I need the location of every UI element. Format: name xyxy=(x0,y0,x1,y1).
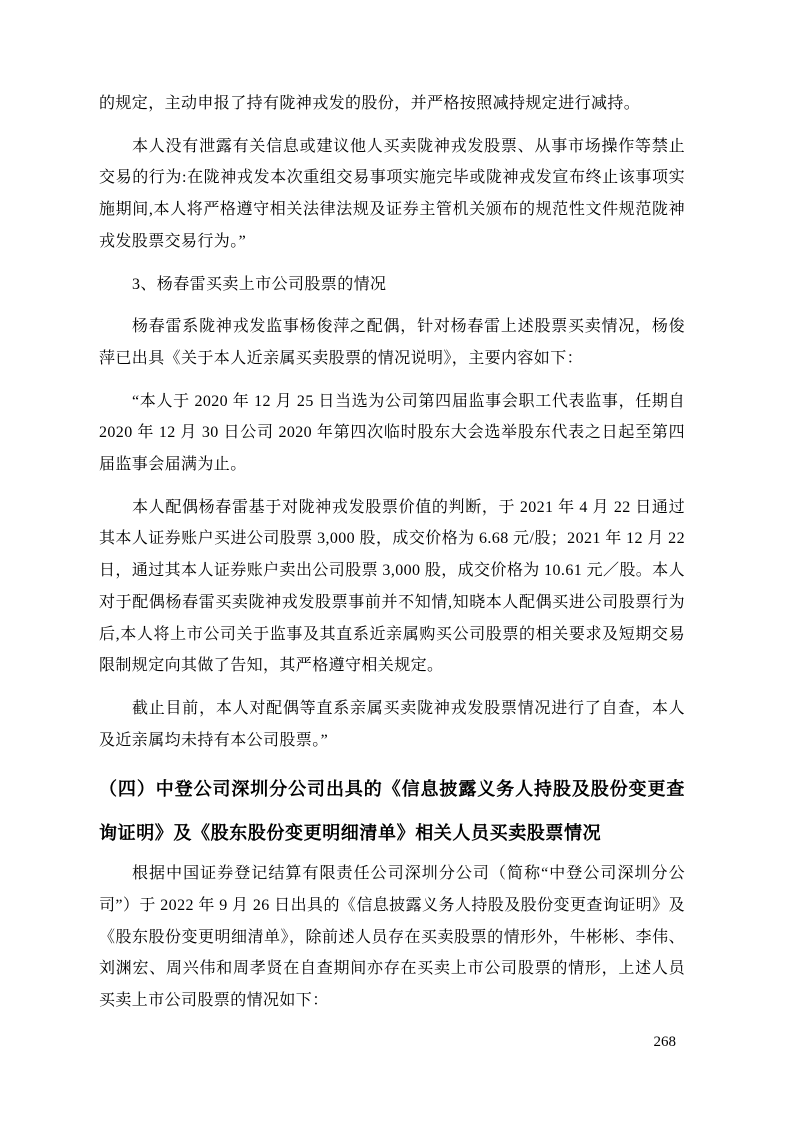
paragraph-no-leak-statement: 本人没有泄露有关信息或建议他人买卖陇神戎发股票、从事市场操作等禁止交易的行为:在陇神戎发本次重组交易事项实施完毕或陇神戎发宣布终止该事项实施期间,本人将严格遵守相关法律法规及证券主管机关颁布的规范性文件规范陇神戎发股票交易行为。” xyxy=(99,137,685,250)
numbered-subheading: 3、杨春雷买卖上市公司股票的情况 xyxy=(132,275,387,293)
paragraph-continuation: 的规定，主动申报了持有陇神戎发的股份，并严格按照减持规定进行减持。 xyxy=(99,95,641,112)
paragraph-spouse-intro: 杨春雷系陇神戎发监事杨俊萍之配偶，针对杨春雷上述股票买卖情况，杨俊萍已出具《关于本人近亲属买卖股票的情况说明》，主要内容如下： xyxy=(99,318,685,367)
page-number: 268 xyxy=(653,1034,676,1050)
paragraph-csdc-statement: 根据中国证券登记结算有限责任公司深圳分公司（简称“中登公司深圳分公司”）于 2022 年 9 月 26 日出具的《信息披露义务人持股及股份变更查询证明》及《股东股份变更明细清单》，除前述人员存在买卖股票的情形外，牛彬彬、李伟、刘渊宏、周兴伟和周孝贤在自查期间亦存在买卖上市公司股票的情形，上述人员买卖上市公司股票的情况如下： xyxy=(99,865,685,1010)
paragraph-self-check: 截止目前，本人对配偶等直系亲属买卖陇神戎发股票情况进行了自查，本人及近亲属均未持有本公司股票。” xyxy=(99,699,685,749)
paragraph-supervisor-term: “本人于 2020 年 12 月 25 日当选为公司第四届监事会职工代表监事，任期自 2020 年 12 月 30 日公司 2020 年第四次临时股东大会选举股东代表之日起至第四届监事会届满为止。 xyxy=(99,392,685,474)
document-body xyxy=(99,88,685,1028)
paragraph-trade-details: 本人配偶杨春雷基于对陇神戎发股票价值的判断，于 2021 年 4 月 22 日通过其本人证券账户买进公司股票 3,000 股，成交价格为 6.68 元/股；2021 年 12 月 22 日，通过其本人证券账户卖出公司股票 3,000 股，成交价格为 10.61 元／股。本人对于配偶杨春雷买卖陇神戎发股票事前并不知情,知晓本人配偶买进公司股票行为后,本人将上市公司关于监事及其直系近亲属购买公司股票的相关要求及短期交易限制规定向其做了告知，其严格遵守相关规定。 xyxy=(99,498,685,675)
section-heading-4: （四）中登公司深圳分公司出具的《信息披露义务人持股及股份变更查询证明》及《股东股份变更明细清单》相关人员买卖股票情况 xyxy=(99,779,685,844)
